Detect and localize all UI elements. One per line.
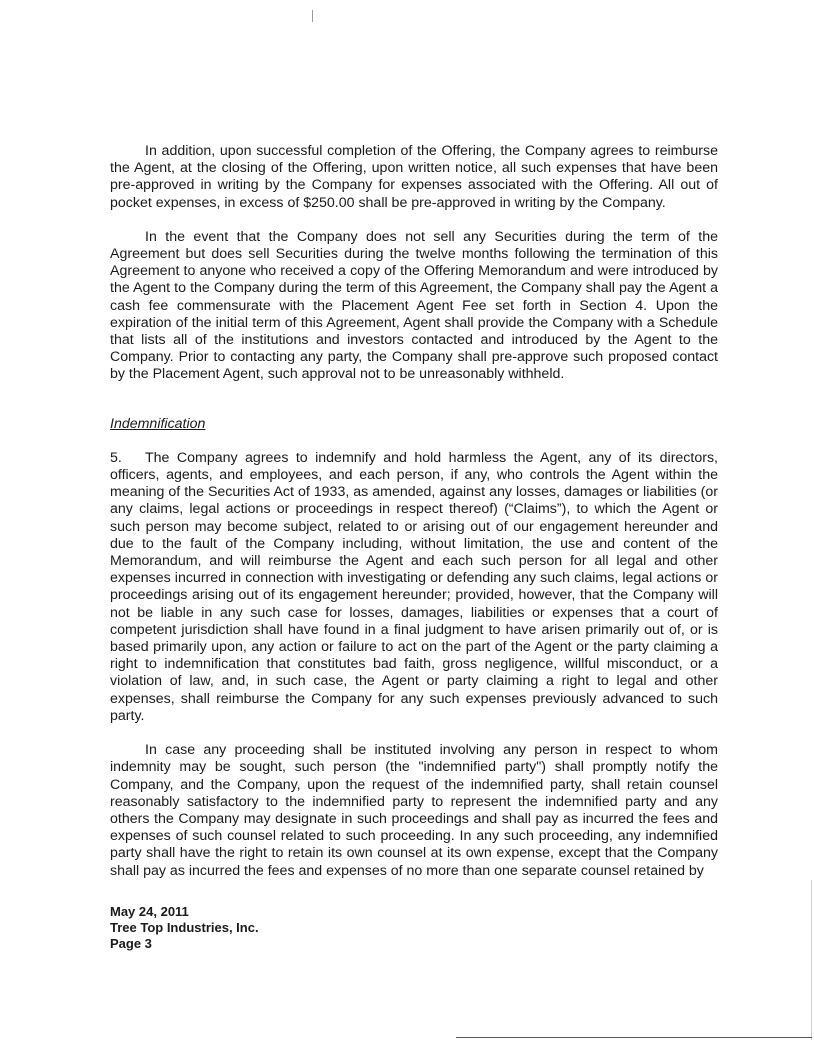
paragraph-proceedings: In case any proceeding shall be instituted involving any person in respect to whom indemnity may be sought, such person (the "indemnified party") shall promptly notify the Company, and the Company, upon the request of the indemnified party, shall retain counsel reasonably satisfactory to the indemnified party to represent the indemnified party and any others the Company may designate in such proceedings and shall pay as incurred the fees and expenses of such counsel related to such proceeding. In any such proceeding, any indemnified party shall have the right to retain its own counsel at its own expense, except that the Company shall pay as incurred the fees and expenses of no more than one separate counsel retained by bbox=[110, 742, 718, 879]
footer-company: Tree Top Industries, Inc. bbox=[110, 920, 259, 935]
footer-date: May 24, 2011 bbox=[110, 904, 189, 919]
document-body bbox=[110, 143, 718, 880]
scan-bottom-rule bbox=[456, 1037, 812, 1038]
scan-artifact-mark bbox=[312, 10, 313, 22]
paragraph-indemnity-section-5 bbox=[110, 450, 718, 725]
section-number: 5. bbox=[110, 449, 122, 466]
scan-edge-line bbox=[811, 880, 812, 1040]
section-heading-indemnification: Indemnification bbox=[110, 415, 206, 432]
paragraph-expense-reimbursement: In addition, upon successful completion of the Offering, the Company agrees to reimburse the Agent, at the closing of the Offering, upon written notice, all such expenses that have been pre-approved in writing by the Company for expenses associated with the Offering. All out of pocket expenses, in excess of $250.00 shall be pre-approved in writing by the Company. bbox=[110, 143, 718, 211]
page-footer bbox=[110, 904, 259, 952]
paragraph-tail-fee: In the event that the Company does not sell any Securities during the term of the Agreement but does sell Securities during the twelve months following the termination of this Agreement to anyone who received a copy of the Offering Memorandum and were introduced by the Agent to the Company during the term of this Agreement, the Company shall pay the Agent a cash fee commensurate with the Placement Agent Fee set forth in Section 4. Upon the expiration of the initial term of this Agreement, Agent shall provide the Company with a Schedule that lists all of the institutions and investors contacted and introduced by the Agent to the Company. Prior to contacting any party, the Company shall pre-approve such proposed contact by the Placement Agent, such approval not to be unreasonably withheld. bbox=[110, 228, 718, 383]
paragraph-indemnity-text: The Company agrees to indemnify and hold harmless the Agent, any of its directors, officers, agents, and employees, and each person, if any, who controls the Agent within the meaning of the Securities Act of 1933, as amended, against any losses, damages or liabilities (or any claims, legal actions or proceedings in respect thereof) (“Claims”), to which the Agent or such person may become subject, related to or arising out of our engagement hereunder and due to the fault of the Company including, without limitation, the use and content of the Memorandum, and will reimburse the Agent and each such person for all legal and other expenses incurred in connection with investigating or defending any such claims, legal actions or proceedings arising out of its engagement hereunder; provided, however, that the Company will not be liable in any such case for losses, damages, liabilities or expenses that a court of competent jurisdiction shall have found in a final judgment to have arisen primarily out of, or is based primarily upon, any action or failure to act on the part of the Agent or the party claiming a right to indemnification that constitutes bad faith, gross negligence, willful misconduct, or a violation of law, and, in such case, the Agent or party claiming a right to legal and other expenses, shall reimburse the Company for any such expenses previously advanced to such party. bbox=[110, 449, 718, 724]
footer-page-number: Page 3 bbox=[110, 936, 152, 951]
